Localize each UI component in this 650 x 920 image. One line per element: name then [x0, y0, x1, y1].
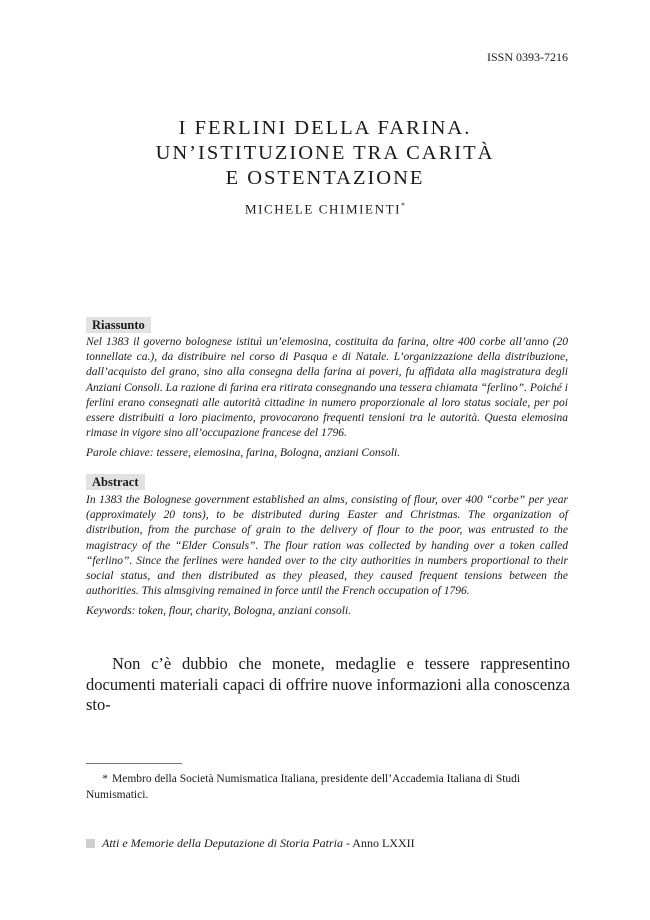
- riassunto-heading: Riassunto: [86, 317, 151, 333]
- footnote-text: Membro della Società Numismatica Italiana, presidente dell’Accademia Italiana di Studi Numismatici.: [86, 773, 521, 801]
- riassunto-keywords: Parole chiave: tessere, elemosina, farina, Bologna, anziani Consoli.: [86, 447, 401, 459]
- footer-journal: Atti e Memorie della Deputazione di Storia Patria: [102, 836, 343, 850]
- article-title: [0, 116, 650, 191]
- author-text: MICHELE CHIMIENTI: [244, 201, 402, 217]
- author-footnote-mark: *: [401, 201, 406, 210]
- issn-number: ISSN 0393-7216: [486, 50, 568, 64]
- footnote: [86, 772, 570, 803]
- body-paragraph: Non c’è dubbio che monete, medaglie e tessere rappresentino documenti materiali capaci di offrire nuove informazioni alla conoscenza sto-: [86, 654, 570, 714]
- abstract-keywords: Keywords: token, flour, charity, Bologna, anziani consoli.: [86, 605, 352, 617]
- abstract-heading: Abstract: [86, 474, 145, 490]
- author-name: [0, 201, 650, 217]
- footer-year: - Anno LXXII: [342, 836, 415, 850]
- riassunto-text: Nel 1383 il governo bolognese istituì un’elemosina, costituita da farina, oltre 400 corbe all’anno (20 tonnellate ca.), da distribuire nel corso di Pasqua e di Natale. L’organizzazione della distribuzione, dall’acquisto del grano, sino alla consegna della farina ai poveri, fu affidata alla magistratura degli Anziani Consoli. La razione di farina era ritirata consegnando una tessera chiamata “ferlino”. Poiché i ferlini erano consegnati alle autorità cittadine in numero proporzionale al loro status sociale, per poi essere distribuiti a loro piacimento, provocarono frequenti tensioni tra le autorità. Questa elemosina rimase in vigore sino all’occupazione francese del 1796.: [86, 336, 568, 440]
- page-footer: [86, 836, 415, 851]
- title-line-2: UN’ISTITUZIONE TRA CARITÀ: [155, 142, 495, 164]
- abstract-text: In 1383 the Bolognese government established an alms, consisting of flour, over 400 “corbe” per year (approximately 20 tons), to be distributed during Easter and Christmas. The organization of distribution, from the purchase of grain to the delivery of flour to the poor, was entrusted to the magistracy of the “Elder Consuls”. The flour ration was collected by handing over a token called “ferlino”. Since the ferlines were handed over to the city authorities in numbers proportional to their social status, and then distributed as they pleased, they caused frequent tensions between the authorities. This almsgiving remained in force until the French occupation of 1796.: [86, 494, 568, 598]
- footnote-mark: *: [102, 773, 108, 785]
- title-line-3: E OSTENTAZIONE: [225, 167, 425, 189]
- footer-square-icon: [86, 839, 95, 848]
- title-line-1: I FERLINI DELLA FARINA.: [178, 117, 472, 139]
- footnote-divider: [86, 763, 182, 764]
